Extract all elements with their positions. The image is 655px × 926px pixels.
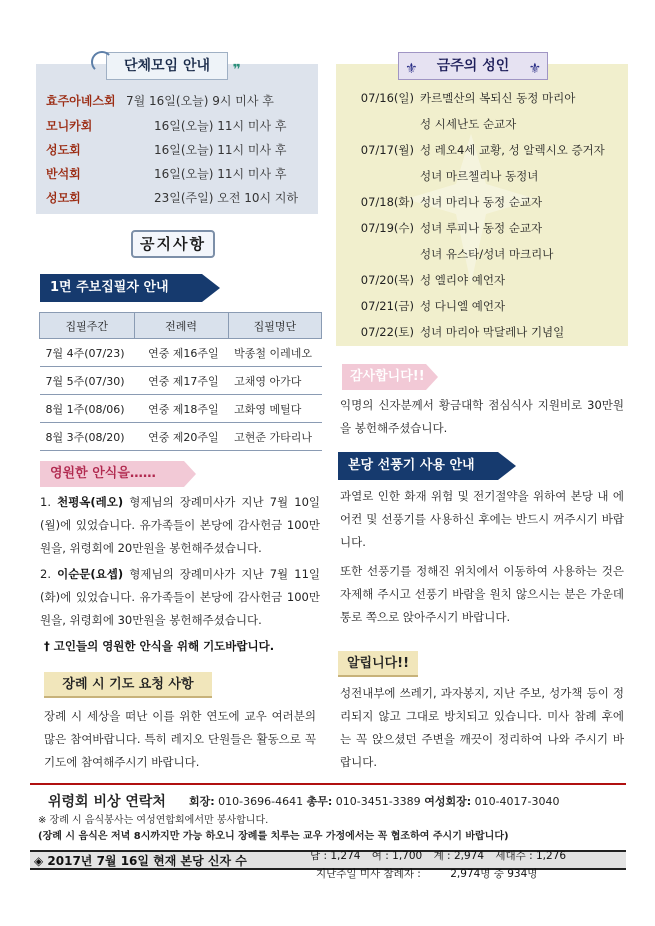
saint-name: 성 다니엘 예언자: [420, 299, 506, 313]
household-count: 1,276: [536, 850, 567, 862]
saint-row: [348, 246, 553, 262]
table-header-row: [40, 313, 322, 339]
group-schedule: 7월 16일(오늘) 9시 미사 후: [126, 94, 274, 108]
swirl-decoration-icon: [91, 51, 113, 73]
group-row: [46, 165, 287, 185]
saint-date: 07/17(월): [360, 143, 414, 157]
saint-name: 성 레오4세 교황, 성 알렉시오 증거자: [420, 143, 605, 157]
table-cell: 연중 제20주일: [134, 423, 228, 451]
group-name: 효주아녜스회: [46, 94, 116, 108]
funeral-prayer-tab: 장례 시 기도 요청 사항: [44, 672, 212, 698]
table-row: [40, 423, 322, 451]
table-cell: 연중 제16주일: [134, 339, 228, 367]
table-cell: 7월 5주(07/30): [40, 367, 135, 395]
group-name: 모니카회: [46, 119, 93, 133]
parishioner-counts: 남 : 1,274 여 : 1,700 계 : 2,974 세대수 : 1,276: [310, 850, 567, 862]
sparkle-icon: ❞: [232, 62, 241, 78]
saint-date: 07/19(수): [360, 221, 414, 235]
thanks-text: 익명의 신자분께서 황금대학 점심식사 지원비로 30만원을 봉헌해주셨습니다.: [340, 398, 624, 435]
column-header: 집필명단: [228, 313, 321, 339]
funeral-prayer-text: 장례 시 세상을 떠난 이를 위한 연도에 교우 여러분의 많은 참여바랍니다. 특히 레지오 단원들은 활동으로 꼭 기도에 참여해주시기 바랍니다.: [44, 709, 316, 769]
female-count: 1,700: [392, 850, 423, 862]
repose-item-2: 2. 이순문(요셉) 형제님의 장례미사가 지난 7월 11일(화)에 있었습니다. 유가족들이 본당에 감사헌금 100만원을, 위령회에 30만원을 봉헌해주셨습니다.: [40, 567, 320, 627]
attendance-count: 2,974명 중 934명: [450, 868, 538, 880]
repose-tab: 영원한 안식을……: [40, 461, 184, 487]
writers-table: [39, 312, 322, 451]
column-header: 전례력: [134, 313, 228, 339]
secretary-phone: 010-3451-3389: [335, 795, 421, 808]
table-cell: 8월 1주(08/06): [40, 395, 135, 423]
fleur-de-lis-icon: ⚜: [405, 61, 418, 77]
saint-row: [348, 116, 516, 132]
group-row: [46, 92, 274, 112]
saint-row: [348, 272, 505, 288]
group-name: 성모회: [46, 191, 81, 205]
saint-name: 성 시세난도 순교자: [420, 117, 517, 131]
saint-name: 성녀 마리나 동정 순교자: [420, 195, 543, 209]
saint-name: 성녀 마리아 막달레나 기념일: [420, 325, 565, 339]
group-name: 반석회: [46, 167, 81, 181]
table-cell: 고현준 가타리나: [228, 423, 321, 451]
saint-row: [348, 324, 564, 340]
saints-title: ⚜ 금주의 성인 ⚜: [398, 52, 548, 80]
emergency-contact-numbers: 회장: 010-3696-4641 총무: 010-3451-3389 여성회장: 010-4017-3040: [189, 795, 560, 808]
fan-notice-text-1: 과열로 인한 화재 위험 및 전기절약을 위하여 본당 내 에어컨 및 선풍기를 사용하신 후에는 반드시 꺼주시기 바랍니다.: [340, 489, 624, 549]
male-count: 1,274: [330, 850, 361, 862]
table-cell: 7월 4주(07/23): [40, 339, 135, 367]
fleur-de-lis-icon: ⚜: [528, 61, 541, 77]
saint-date: 07/20(목): [360, 273, 414, 287]
writers-tab: 1면 주보집필자 안내: [40, 274, 202, 302]
deceased-name: 이순문(요셉): [57, 567, 124, 581]
repose-item-1: 1. 천평옥(레오) 형제님의 장례미사가 지난 7월 10일(월)에 있었습니다. 유가족들이 본당에 감사헌금 100만원을, 위령회에 20만원을 봉헌해주셨습니다.: [40, 495, 320, 555]
saint-date: 07/22(토): [360, 325, 414, 339]
emergency-contact-title: 위령회 비상 연락처: [48, 794, 166, 810]
thanks-tab: 감사합니다!!: [342, 364, 426, 390]
saint-row: [348, 168, 538, 184]
saint-name: 성녀 루피나 동정 순교자: [420, 221, 543, 235]
notices-heading: 공지사항: [131, 230, 215, 258]
saint-date: 07/21(금): [360, 299, 414, 313]
saint-date: 07/18(화): [360, 195, 414, 209]
table-row: [40, 395, 322, 423]
group-schedule: 16일(오늘) 11시 미사 후: [154, 119, 287, 133]
saint-date: 07/16(일): [360, 91, 414, 105]
fan-notice-text-2: 또한 선풍기를 정해진 위치에서 이동하여 사용하는 것은 자제해 주시고 선풍기 바람을 원치 않으시는 분은 가운데 통로 쪽으로 앉아주시기 바랍니다.: [340, 564, 624, 624]
table-cell: 8월 3주(08/20): [40, 423, 135, 451]
column-header: 집필주간: [40, 313, 135, 339]
food-time-note: (장례 시 음식은 저녁 8시까지만 가능 하오니 장례를 치루는 교우 가정에서는 꼭 협조하여 주시기 바랍니다): [38, 831, 509, 842]
last-mass-attendance: 지난주일 미사 참례자 : 2,974명 중 934명: [316, 868, 538, 880]
group-row: [46, 117, 287, 137]
group-meetings-title: 단체모임 안내 ❞: [106, 52, 228, 80]
parishioner-stats-heading: ◈ 2017년 7월 16일 현재 본당 신자 수: [34, 854, 247, 868]
table-cell: 고채영 아가다: [228, 367, 321, 395]
saint-row: [348, 90, 575, 106]
food-service-note: ※ 장례 시 음식봉사는 여성연합회에서만 봉사합니다.: [38, 815, 269, 826]
saint-name: 성녀 유스타/성녀 마크리나: [420, 247, 554, 261]
announcement-tab: 알립니다!!: [338, 651, 418, 677]
saint-row: [348, 220, 542, 236]
table-row: [40, 367, 322, 395]
announcement-text: 성전내부에 쓰레기, 과자봉지, 지난 주보, 성가책 등이 정리되지 않고 그대로 방치되고 있습니다. 미사 참례 후에는 꼭 앉으셨던 주변을 깨끗이 정리하여 나와 주시기 바랍니다.: [340, 686, 624, 769]
table-cell: 고화영 메틸다: [228, 395, 321, 423]
footer-divider: [30, 783, 626, 785]
table-cell: 박종철 이레네오: [228, 339, 321, 367]
saint-name: 성녀 마르첼리나 동정녀: [420, 169, 539, 183]
group-row: [46, 141, 287, 161]
women-chair-phone: 010-4017-3040: [474, 795, 560, 808]
table-cell: 연중 제18주일: [134, 395, 228, 423]
group-schedule: 16일(오늘) 11시 미사 후: [154, 167, 287, 181]
group-schedule: 16일(오늘) 11시 미사 후: [154, 143, 287, 157]
total-count: 2,974: [453, 850, 484, 862]
fan-notice-tab: 본당 선풍기 사용 안내: [338, 452, 498, 480]
group-name: 성도회: [46, 143, 81, 157]
prayer-request: † 고인들의 영원한 안식을 위해 기도바랍니다.: [44, 639, 275, 653]
saint-name: 성 엘리야 예언자: [420, 273, 506, 287]
chair-phone: 010-3696-4641: [218, 795, 304, 808]
saint-row: [348, 298, 505, 314]
saint-row: [348, 142, 605, 158]
group-schedule: 23일(주일) 오전 10시 지하: [154, 191, 299, 205]
saint-name: 카르멜산의 복되신 동정 마리아: [420, 91, 576, 105]
saint-row: [348, 194, 542, 210]
table-cell: 연중 제17주일: [134, 367, 228, 395]
group-row: [46, 189, 298, 209]
deceased-name: 천평옥(레오): [57, 495, 124, 509]
table-row: [40, 339, 322, 367]
